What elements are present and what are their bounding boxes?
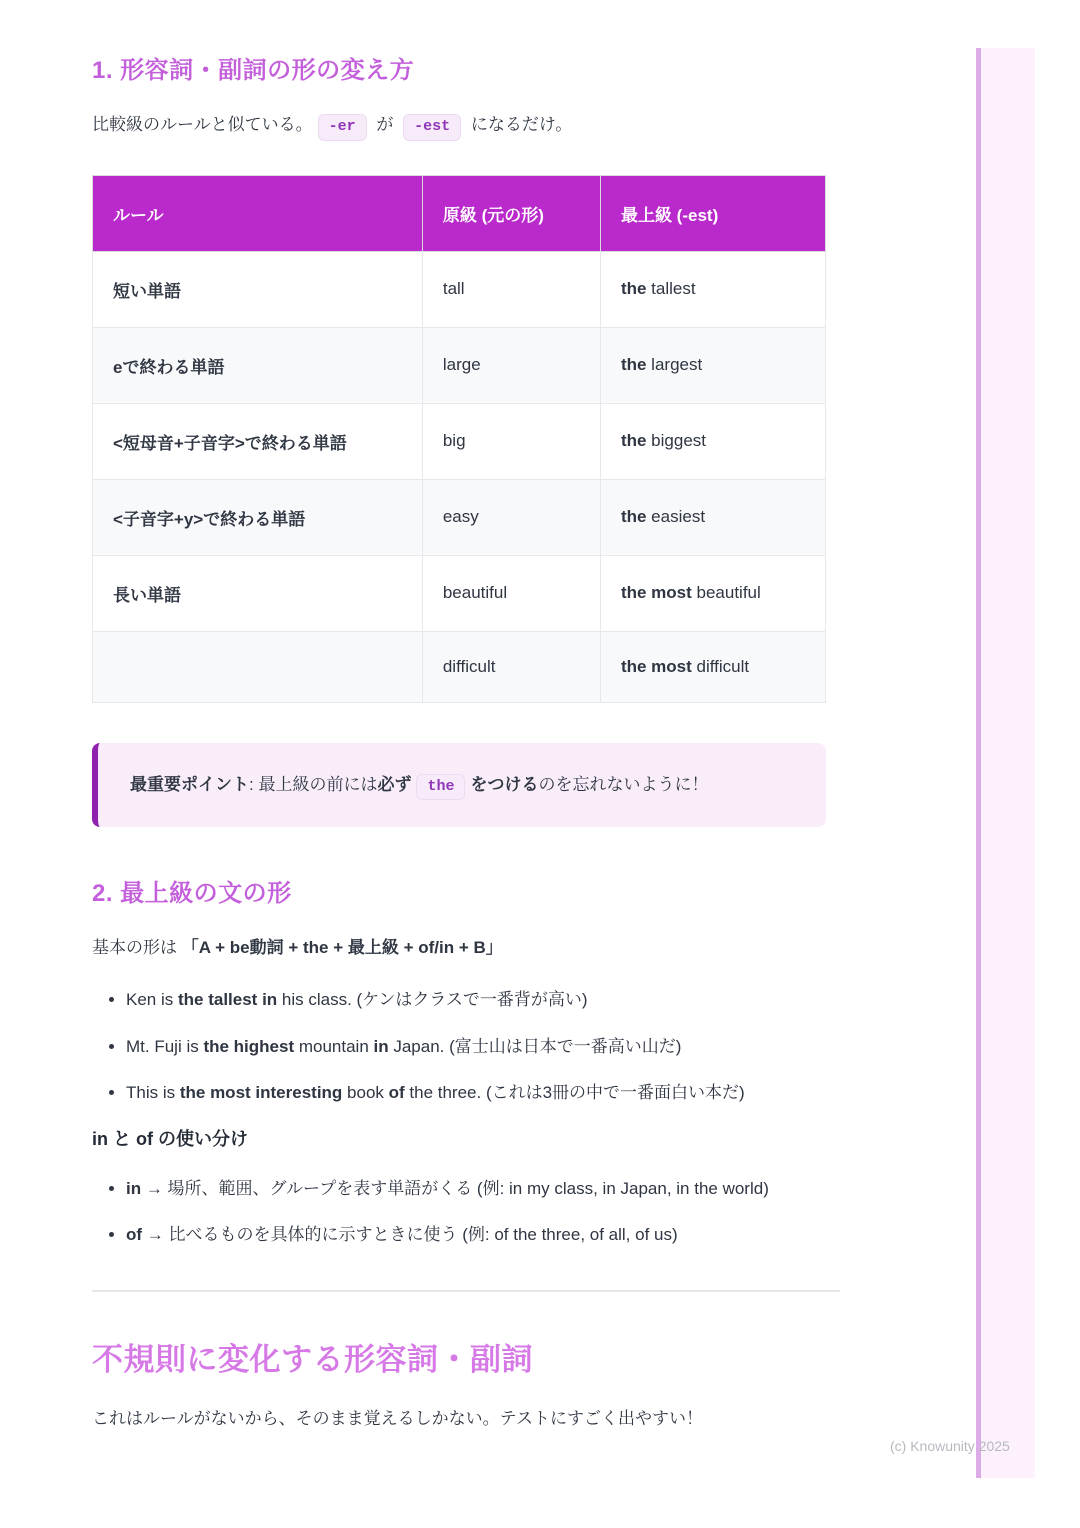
column-header-superlative: 最上級 (-est)	[600, 175, 825, 251]
text-segment: the	[620, 507, 647, 526]
cell-rule	[93, 631, 423, 702]
text-segment: largest	[646, 355, 703, 374]
text-segment: the most	[620, 656, 692, 676]
cell-superlative-form	[600, 403, 825, 479]
rules-table-body	[93, 251, 826, 702]
page-edge-decoration	[976, 48, 1035, 1478]
cell-rule: 長い単語	[93, 555, 423, 631]
text-segment: Ken is	[126, 990, 178, 1010]
section2-heading: 2. 最上級の文の形	[92, 879, 292, 907]
cell-superlative-form	[600, 251, 825, 327]
text-segment: tallest	[646, 279, 696, 298]
text-segment: mountain	[294, 1036, 374, 1056]
text-segment: beautiful	[691, 583, 761, 602]
code-badge: the	[416, 774, 465, 801]
cell-base-form: easy	[422, 479, 600, 555]
table-row	[93, 327, 826, 403]
cell-rule: eで終わる単語	[93, 327, 423, 403]
section-divider	[92, 1290, 840, 1292]
text-segment: the	[620, 355, 647, 374]
text-segment: the highest	[203, 1036, 295, 1056]
table-header-row	[93, 175, 826, 251]
cell-base-form: difficult	[422, 631, 600, 702]
cell-superlative-form	[600, 327, 825, 403]
cell-superlative-form	[600, 479, 825, 555]
text-segment: → 場所、範囲、グループを表す単語がくる (例: in my class, in Japan, in the world)	[141, 1178, 769, 1198]
text-segment: biggest	[646, 431, 706, 450]
cell-rule: <子音字+y>で終わる単語	[93, 479, 423, 555]
table-row	[93, 555, 826, 631]
cell-superlative-form	[600, 555, 825, 631]
table-row	[93, 403, 826, 479]
note-content	[92, 0, 826, 1434]
column-header-base: 原級 (元の形)	[422, 175, 600, 251]
text-segment: をつける	[470, 774, 539, 794]
sentence-formula	[92, 934, 826, 963]
text-segment: of	[126, 1225, 143, 1245]
copyright-watermark: (c) Knowunity 2025	[890, 1438, 1010, 1454]
section1-heading: 1. 形容詞・副詞の形の変え方	[92, 57, 415, 84]
cell-rule: 短い単語	[93, 251, 423, 327]
in-of-usage-list	[92, 1175, 826, 1248]
text-segment: in	[126, 1178, 142, 1198]
callout-text	[130, 775, 708, 794]
text-segment: of	[388, 1082, 405, 1102]
list-item	[126, 1221, 826, 1248]
cell-base-form: big	[422, 403, 600, 479]
text-segment: the most interesting	[179, 1082, 343, 1102]
column-header-rule: ルール	[93, 175, 423, 251]
text-segment: in	[373, 1036, 389, 1056]
table-row	[93, 631, 826, 702]
list-item	[126, 986, 826, 1013]
list-item	[126, 1175, 826, 1202]
text-segment: the tallest in	[177, 990, 278, 1010]
section3-body: これはルールがないから、そのまま覚えるしかない。テストにすごく出やすい！	[92, 1409, 703, 1429]
important-point-callout	[92, 743, 826, 827]
example-sentences-list	[92, 986, 826, 1106]
text-segment: difficult	[691, 656, 750, 676]
text-segment: easiest	[646, 507, 706, 526]
section1-intro	[92, 111, 826, 141]
text-segment: : 最上級の前には	[249, 774, 378, 794]
text-segment: 必ず	[377, 774, 412, 794]
text-segment: book	[342, 1082, 389, 1102]
text-segment: のを忘れないように！	[538, 774, 709, 794]
superlative-rules-table	[92, 175, 826, 703]
section3-heading: 不規則に変化する形容詞・副詞	[92, 1342, 533, 1378]
cell-base-form: large	[422, 327, 600, 403]
text-segment: the	[620, 279, 647, 298]
text-segment: his class. (ケンはクラスで一番背が高い)	[277, 990, 588, 1010]
table-row	[93, 479, 826, 555]
cell-superlative-form	[600, 631, 825, 702]
cell-base-form: tall	[422, 251, 600, 327]
code-badge: -er	[318, 114, 367, 141]
table-row	[93, 251, 826, 327]
text-segment: になるだけ。	[466, 115, 573, 134]
text-segment: the	[620, 431, 647, 450]
text-segment: が	[371, 115, 399, 134]
text-segment: 比較級のルールと似ている。	[92, 115, 313, 134]
cell-base-form: beautiful	[422, 555, 600, 631]
cell-rule: <短母音+子音字>で終わる単語	[93, 403, 423, 479]
list-item	[126, 1079, 826, 1106]
text-segment: the three. (これは3冊の中で一番面白い本だ)	[404, 1082, 745, 1102]
text-segment: Mt. Fuji is	[126, 1036, 204, 1056]
text-segment: This is	[126, 1082, 180, 1102]
text-segment: 基本の形は	[92, 937, 182, 957]
text-segment: 最重要ポイント	[130, 774, 249, 794]
text-segment: 「A + be動詞 + the + 最上級 + of/in + B」	[181, 937, 503, 957]
text-segment: Japan. (富士山は日本で一番高い山だ)	[388, 1036, 682, 1056]
list-item	[126, 1033, 826, 1060]
text-segment: the most	[620, 583, 692, 602]
text-segment: → 比べるものを具体的に示すときに使う (例: of the three, of all, of us)	[142, 1225, 678, 1245]
usage-subheading: in と of の使い分け	[92, 1128, 248, 1149]
code-badge: -est	[403, 114, 461, 141]
